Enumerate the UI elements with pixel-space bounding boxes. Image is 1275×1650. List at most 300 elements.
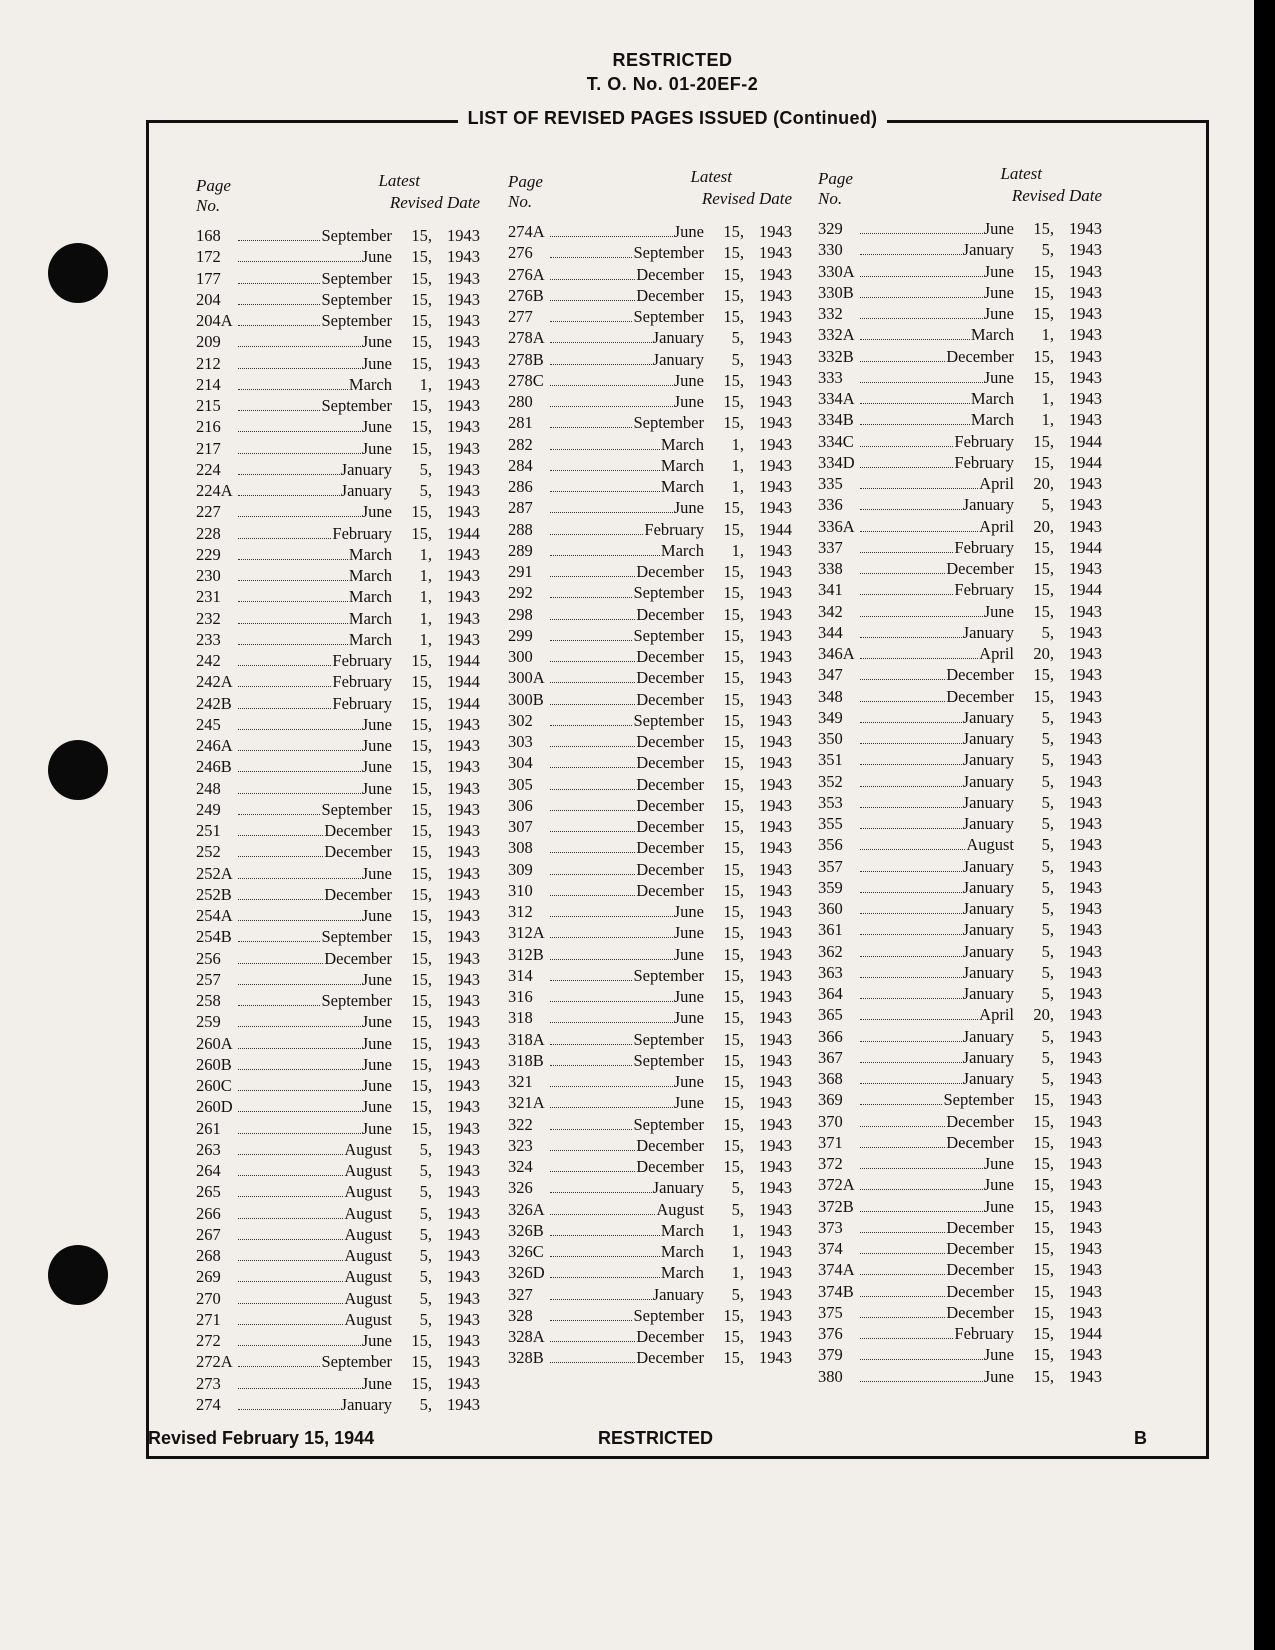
dot-leader xyxy=(860,912,962,914)
revised-year: 1943 xyxy=(447,502,480,522)
revised-day: 15, xyxy=(411,502,432,522)
page-number: 300A xyxy=(508,668,545,688)
page-number: 328 xyxy=(508,1305,533,1325)
page-number: 261 xyxy=(196,1118,221,1138)
table-row xyxy=(196,1140,480,1161)
revised-year: 1943 xyxy=(447,799,480,819)
revised-year: 1943 xyxy=(447,1373,480,1393)
page-number: 318B xyxy=(508,1050,544,1070)
revised-year: 1943 xyxy=(447,544,480,564)
table-row xyxy=(508,541,792,562)
revised-month: January xyxy=(962,771,1014,791)
dot-leader xyxy=(550,660,635,662)
revised-day: 1, xyxy=(419,374,432,394)
revised-year: 1943 xyxy=(447,1118,480,1138)
dot-leader xyxy=(238,1344,361,1346)
dot-leader xyxy=(550,745,635,747)
revised-day: 15, xyxy=(1033,367,1054,387)
page-number: 268 xyxy=(196,1246,221,1265)
page-number: 372A xyxy=(818,1175,855,1195)
table-row xyxy=(508,1200,792,1221)
revised-day: 15, xyxy=(723,1157,744,1176)
revised-month: September xyxy=(633,710,704,730)
revised-day: 15, xyxy=(1033,537,1054,557)
table-row xyxy=(508,945,792,966)
page-number: 321A xyxy=(508,1093,545,1113)
revised-month: February xyxy=(954,431,1014,451)
page-number: 330A xyxy=(818,261,855,281)
revised-month: June xyxy=(361,1118,392,1138)
revised-year: 1943 xyxy=(759,1135,792,1155)
dot-leader xyxy=(550,979,632,981)
revised-month: January xyxy=(962,1047,1014,1067)
page-number: 224 xyxy=(196,459,221,479)
revised-year: 1943 xyxy=(447,1267,480,1287)
revised-day: 15, xyxy=(411,991,432,1010)
revised-month: January xyxy=(962,622,1014,642)
page-number: 249 xyxy=(196,799,221,819)
revised-year: 1943 xyxy=(1069,729,1102,748)
dot-leader xyxy=(238,409,320,411)
revised-day: 15, xyxy=(723,774,744,794)
page-number: 337 xyxy=(818,537,843,557)
revised-day: 15, xyxy=(723,243,744,263)
table-row xyxy=(508,1221,792,1242)
dot-leader xyxy=(238,1408,340,1410)
classification-footer: RESTRICTED xyxy=(598,1428,714,1448)
page-number: 282 xyxy=(508,434,533,454)
page-number: 287 xyxy=(508,498,533,518)
revised-year: 1943 xyxy=(759,1008,792,1028)
table-row xyxy=(508,328,792,349)
revised-day: 15, xyxy=(723,753,744,773)
revised-year: 1943 xyxy=(759,625,792,645)
revised-month: June xyxy=(983,1366,1014,1386)
revised-year: 1943 xyxy=(1069,835,1102,855)
page-number: 233 xyxy=(196,629,221,649)
revised-year: 1943 xyxy=(759,222,792,241)
table-row xyxy=(818,729,1102,750)
table-row xyxy=(196,672,480,693)
dot-leader xyxy=(238,600,348,602)
revised-day: 5, xyxy=(419,1182,432,1202)
heading-latest: Latest xyxy=(378,171,420,190)
revised-year: 1943 xyxy=(1069,665,1102,685)
revised-year: 1943 xyxy=(759,1093,792,1113)
revised-year: 1943 xyxy=(1069,771,1102,791)
page-number: 273 xyxy=(196,1373,221,1393)
column-header xyxy=(508,166,792,222)
revised-date-heading xyxy=(690,166,792,210)
revised-month: January xyxy=(340,1394,392,1414)
heading-page: Page xyxy=(508,172,543,191)
revised-year: 1943 xyxy=(759,1220,792,1240)
table-row xyxy=(508,413,792,434)
table-row xyxy=(508,1030,792,1051)
revised-year: 1943 xyxy=(1069,962,1102,982)
revised-year: 1943 xyxy=(759,392,792,411)
page-number: 362 xyxy=(818,941,843,961)
revised-day: 15, xyxy=(411,417,432,437)
page-number: 242A xyxy=(196,672,233,692)
revised-month: December xyxy=(946,346,1014,366)
revised-month: December xyxy=(324,884,392,904)
revised-day: 5, xyxy=(1041,729,1054,748)
page-number: 326D xyxy=(508,1263,545,1283)
table-row xyxy=(196,970,480,991)
revised-year: 1943 xyxy=(447,757,480,777)
revised-day: 20, xyxy=(1033,516,1054,536)
revised-year: 1943 xyxy=(1069,1366,1102,1386)
table-row xyxy=(196,906,480,927)
page-number: 265 xyxy=(196,1182,221,1202)
revised-year: 1943 xyxy=(759,774,792,794)
revised-day: 15, xyxy=(723,307,744,326)
revised-month: September xyxy=(633,625,704,645)
revised-month: June xyxy=(673,370,704,390)
revised-day: 15, xyxy=(723,1305,744,1325)
dot-leader xyxy=(860,763,962,765)
page-number: 254B xyxy=(196,927,232,947)
revised-day: 15, xyxy=(723,604,744,624)
revised-year: 1944 xyxy=(447,523,480,543)
page-number: 229 xyxy=(196,544,221,564)
revised-month: September xyxy=(633,1305,704,1325)
revised-month: June xyxy=(983,282,1014,302)
table-row xyxy=(196,1331,480,1352)
dot-leader xyxy=(860,1103,942,1105)
revised-year: 1943 xyxy=(1069,304,1102,323)
revised-day: 15, xyxy=(411,1054,432,1074)
revised-year: 1943 xyxy=(1069,877,1102,897)
revised-day: 1, xyxy=(731,1242,744,1261)
revised-month: December xyxy=(946,665,1014,685)
revised-month: December xyxy=(636,285,704,305)
dot-leader xyxy=(238,685,331,687)
dot-leader xyxy=(550,1085,673,1087)
page-number: 298 xyxy=(508,604,533,624)
revised-month: February xyxy=(954,452,1014,472)
revised-month: January xyxy=(962,899,1014,918)
dot-leader xyxy=(238,452,361,454)
table-row xyxy=(818,1218,1102,1239)
revised-year: 1943 xyxy=(447,906,480,925)
revised-day: 20, xyxy=(1033,1005,1054,1025)
table-row xyxy=(508,1008,792,1029)
dot-leader xyxy=(860,1273,945,1275)
revised-month: June xyxy=(673,222,704,241)
dot-leader xyxy=(550,1149,635,1151)
dot-leader xyxy=(550,278,635,280)
revised-year: 1943 xyxy=(1069,1047,1102,1067)
table-row xyxy=(818,942,1102,963)
dot-leader xyxy=(238,813,320,815)
page-number: 357 xyxy=(818,856,843,876)
revised-day: 5, xyxy=(419,1288,432,1308)
revised-month: December xyxy=(636,838,704,858)
revised-day: 15, xyxy=(1033,1196,1054,1216)
table-row xyxy=(508,1306,792,1327)
revised-year: 1943 xyxy=(1069,1069,1102,1088)
page-number: 334A xyxy=(818,389,855,408)
revised-month: December xyxy=(636,1348,704,1368)
revised-day: 1, xyxy=(1041,325,1054,345)
dot-leader xyxy=(238,622,348,624)
dot-leader xyxy=(860,296,983,298)
dot-leader xyxy=(550,1276,660,1278)
revised-year: 1943 xyxy=(1069,1196,1102,1216)
revised-month: December xyxy=(324,842,392,862)
revised-day: 5, xyxy=(419,1267,432,1287)
dot-leader xyxy=(550,1340,635,1342)
heading-revised-date: Revised Date xyxy=(389,193,480,212)
heading-latest: Latest xyxy=(1000,164,1042,183)
page-number: 314 xyxy=(508,965,533,985)
revised-year: 1943 xyxy=(447,1203,480,1223)
table-row xyxy=(196,417,480,438)
revised-day: 15, xyxy=(723,859,744,879)
table-row xyxy=(508,1285,792,1306)
page-number: 330 xyxy=(818,240,843,260)
revised-day: 15, xyxy=(723,1327,744,1346)
page-number: 346A xyxy=(818,644,855,663)
revised-month: December xyxy=(636,817,704,836)
page-number: 272 xyxy=(196,1331,221,1350)
revised-month: June xyxy=(361,247,392,267)
dot-leader xyxy=(550,1064,632,1066)
revised-year: 1943 xyxy=(1069,814,1102,833)
page-number: 363 xyxy=(818,962,843,982)
revised-day: 5, xyxy=(1041,1069,1054,1088)
dot-leader xyxy=(860,636,962,638)
page-number: 326C xyxy=(508,1242,544,1261)
revised-month: January xyxy=(962,495,1014,515)
dot-leader xyxy=(238,1387,361,1389)
revised-year: 1943 xyxy=(1069,1175,1102,1195)
dot-leader xyxy=(238,388,348,390)
page-number: 216 xyxy=(196,417,221,437)
table-row xyxy=(508,860,792,881)
table-row xyxy=(196,651,480,672)
revised-month: September xyxy=(321,799,392,819)
table-row xyxy=(818,602,1102,623)
revised-day: 5, xyxy=(1041,1047,1054,1067)
dot-leader xyxy=(550,320,632,322)
revised-year: 1943 xyxy=(447,842,480,862)
table-row xyxy=(196,1012,480,1033)
table-row xyxy=(818,1133,1102,1154)
table-row xyxy=(196,1161,480,1182)
table-row xyxy=(818,283,1102,304)
dot-leader xyxy=(860,466,953,468)
revised-month: December xyxy=(636,689,704,709)
table-row xyxy=(818,1112,1102,1133)
revised-month: April xyxy=(979,516,1014,536)
page-letter: B xyxy=(1134,1428,1147,1448)
table-row xyxy=(508,1327,792,1348)
table-row xyxy=(196,375,480,396)
table-column-3 xyxy=(818,163,1102,1388)
page-number: 300B xyxy=(508,689,544,709)
page-number: 326 xyxy=(508,1178,533,1198)
punch-hole xyxy=(48,243,108,303)
revised-month: December xyxy=(636,732,704,751)
table-row xyxy=(818,708,1102,729)
page-no-heading xyxy=(196,176,231,216)
revised-year: 1943 xyxy=(1069,1111,1102,1131)
revised-month: June xyxy=(361,757,392,777)
dot-leader xyxy=(860,870,962,872)
page-number: 168 xyxy=(196,226,221,245)
page-number: 281 xyxy=(508,413,533,433)
table-row xyxy=(196,630,480,651)
dot-leader xyxy=(238,1004,320,1006)
revised-day: 15, xyxy=(723,1050,744,1070)
dot-leader xyxy=(238,324,320,326)
revised-month: August xyxy=(344,1224,392,1244)
page-number: 278B xyxy=(508,349,544,369)
revised-day: 15, xyxy=(723,1135,744,1155)
table-row xyxy=(196,396,480,417)
page-number: 328A xyxy=(508,1327,545,1346)
revised-day: 15, xyxy=(1033,580,1054,600)
page-number: 334C xyxy=(818,431,854,451)
revised-month: December xyxy=(946,1302,1014,1322)
dot-leader xyxy=(860,1337,953,1339)
dot-leader xyxy=(550,490,660,492)
revised-month: December xyxy=(946,559,1014,578)
page-number: 270 xyxy=(196,1288,221,1308)
revised-month: March xyxy=(970,325,1014,345)
dot-leader xyxy=(238,728,361,730)
table-row xyxy=(196,1119,480,1140)
page-number: 308 xyxy=(508,838,533,858)
table-row xyxy=(196,1267,480,1288)
revised-month: February xyxy=(332,693,392,713)
revised-year: 1943 xyxy=(447,608,480,628)
revised-month: August xyxy=(344,1267,392,1287)
table-row xyxy=(196,821,480,842)
table-row xyxy=(196,1225,480,1246)
dot-leader xyxy=(860,1188,983,1190)
revised-year: 1943 xyxy=(759,689,792,709)
revised-day: 1, xyxy=(731,1263,744,1283)
table-row xyxy=(818,262,1102,283)
revised-year: 1943 xyxy=(1069,1026,1102,1046)
revised-day: 15, xyxy=(411,1352,432,1372)
page-number: 278A xyxy=(508,328,545,348)
revised-month: September xyxy=(633,965,704,985)
table-row xyxy=(196,247,480,268)
table-row xyxy=(196,609,480,630)
dot-leader xyxy=(860,530,978,532)
page-number: 374B xyxy=(818,1281,854,1301)
table-row xyxy=(818,432,1102,453)
revised-day: 15, xyxy=(411,1097,432,1117)
revised-day: 15, xyxy=(1033,559,1054,578)
revised-month: September xyxy=(321,396,392,415)
revised-month: June xyxy=(361,1033,392,1053)
page-number: 246A xyxy=(196,736,233,755)
revised-year: 1943 xyxy=(759,965,792,985)
page-number: 242 xyxy=(196,651,221,670)
dot-leader xyxy=(238,579,348,581)
table-row xyxy=(818,1154,1102,1175)
revised-month: April xyxy=(979,644,1014,663)
revised-day: 15, xyxy=(411,672,432,692)
revised-day: 15, xyxy=(723,222,744,241)
revised-day: 15, xyxy=(723,1029,744,1049)
table-row xyxy=(508,775,792,796)
revised-date-heading xyxy=(1000,163,1102,207)
revised-month: December xyxy=(946,1239,1014,1258)
table-row xyxy=(508,923,792,944)
revised-year: 1943 xyxy=(759,647,792,666)
page-number: 264 xyxy=(196,1161,221,1180)
dot-leader xyxy=(860,976,962,978)
page-number: 302 xyxy=(508,710,533,730)
table-row xyxy=(508,626,792,647)
table-row xyxy=(818,1260,1102,1281)
revised-year: 1943 xyxy=(447,1033,480,1053)
heading-revised-date: Revised Date xyxy=(1011,186,1102,205)
dot-leader xyxy=(550,788,635,790)
dot-leader xyxy=(860,423,970,425)
dot-leader xyxy=(550,1255,660,1257)
table-row xyxy=(508,477,792,498)
heading-page: Page xyxy=(818,169,853,188)
revised-year: 1943 xyxy=(1069,856,1102,876)
page-number: 323 xyxy=(508,1135,533,1155)
dot-leader xyxy=(238,834,323,836)
revised-year: 1943 xyxy=(447,991,480,1010)
revised-month: August xyxy=(344,1182,392,1202)
revised-day: 15, xyxy=(723,583,744,603)
dot-leader xyxy=(238,367,361,369)
revised-month: December xyxy=(636,562,704,581)
table-row xyxy=(818,793,1102,814)
page-number: 373 xyxy=(818,1217,843,1237)
dot-leader xyxy=(860,806,962,808)
revised-month: March xyxy=(660,434,704,454)
revised-month: March xyxy=(348,608,392,628)
heading-no: No. xyxy=(196,196,221,215)
dot-leader xyxy=(860,848,965,850)
revised-year: 1943 xyxy=(759,413,792,433)
dot-leader xyxy=(238,1217,343,1219)
revised-month: January xyxy=(340,459,392,479)
revised-year: 1943 xyxy=(759,477,792,496)
page-number: 228 xyxy=(196,523,221,543)
revised-month: January xyxy=(962,792,1014,812)
revised-year: 1943 xyxy=(447,969,480,989)
table-row xyxy=(818,1175,1102,1196)
revised-year: 1943 xyxy=(447,927,480,947)
table-row xyxy=(508,1348,792,1369)
table-row xyxy=(508,1136,792,1157)
revised-year: 1943 xyxy=(759,1072,792,1091)
table-row xyxy=(818,219,1102,240)
page-number: 371 xyxy=(818,1132,843,1152)
revised-month: August xyxy=(344,1288,392,1308)
dot-leader xyxy=(238,1025,361,1027)
table-row xyxy=(508,1242,792,1263)
table-row xyxy=(818,920,1102,941)
revised-year: 1943 xyxy=(759,434,792,454)
revised-day: 15, xyxy=(723,944,744,964)
page-number: 324 xyxy=(508,1157,533,1176)
revised-year: 1943 xyxy=(447,1288,480,1308)
